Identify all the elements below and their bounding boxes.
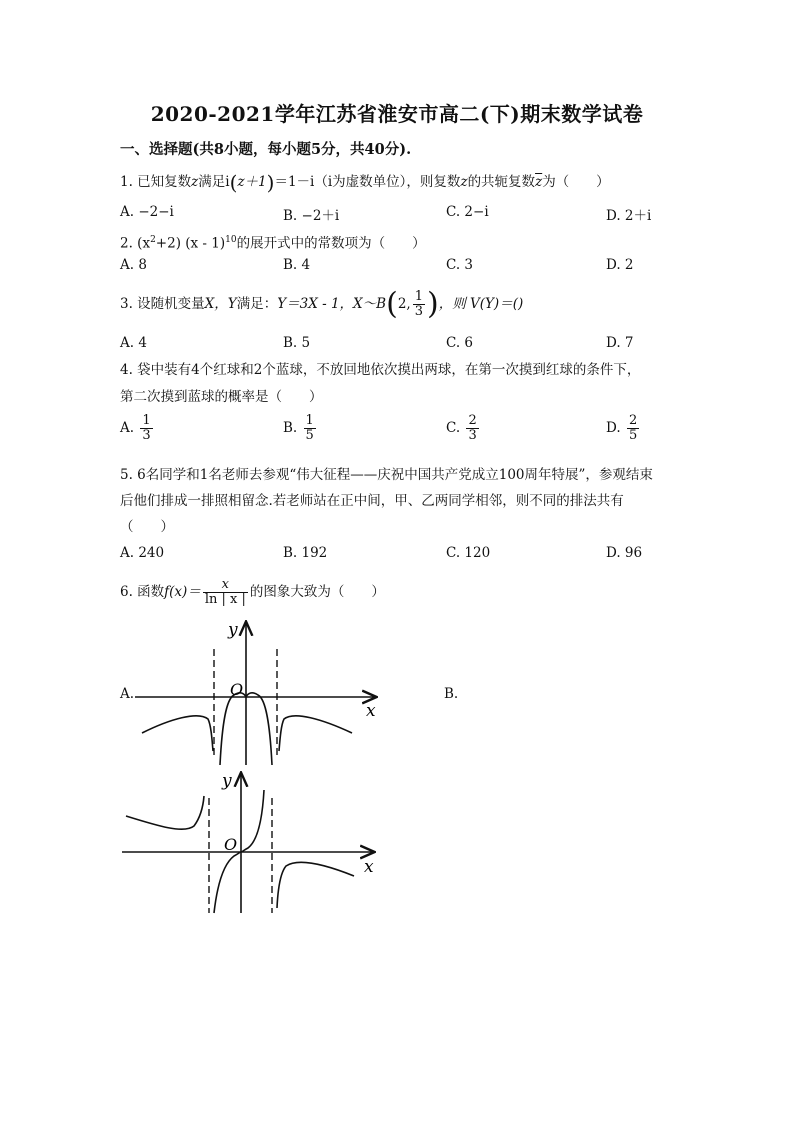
q5-option-a[interactable]: A. 240: [120, 545, 165, 561]
q3-option-b[interactable]: B. 5: [283, 335, 311, 351]
axis-y-label: y: [228, 620, 238, 640]
q3-binomial-n: 2,: [397, 296, 411, 312]
curve-right: [277, 862, 354, 908]
axis-x-label: x: [366, 701, 376, 721]
q3-text-mid: 满足：: [236, 296, 278, 312]
question-1: 1. 已知复数z满足i(z＋1)＝1－i（i为虚数单位），则复数z的共轭复数$\overline{z}$为（ ）: [120, 170, 610, 195]
q5-option-d[interactable]: D. 96: [606, 545, 643, 561]
q5-option-c[interactable]: C. 120: [446, 545, 491, 561]
q4-option-d[interactable]: D. $\frac{2}{5}$: [606, 413, 638, 443]
q2-sup-2: 10: [225, 235, 237, 245]
q2-option-b[interactable]: B. 4: [283, 257, 311, 273]
curve-right: [279, 716, 352, 751]
q2-text-pre: 2. (x: [120, 235, 151, 252]
q2-text-mid: +2) (x - 1): [155, 235, 226, 252]
q1-var-z2: z: [460, 174, 468, 190]
q4-option-b[interactable]: B. $\frac{1}{5}$: [283, 413, 314, 443]
question-3: 3. 设随机变量X，Y满足：Y＝3X - 1，X～B(2, $\frac{1}{3}$ )，则 V(Y)＝(): [120, 286, 524, 322]
q1-paren-content: z＋1: [237, 174, 267, 190]
q3-option-d[interactable]: D. 7: [606, 335, 634, 351]
q1-text-pre: 1. 已知复数: [120, 174, 192, 190]
q4-option-a[interactable]: A. $\frac{1}{3}$: [120, 413, 151, 443]
question-6: [120, 574, 385, 610]
q3-text-pre: 3. 设随机变量: [120, 296, 205, 312]
axis-y-label: y: [222, 771, 232, 791]
q4-option-c[interactable]: C. $\frac{2}{3}$: [446, 413, 477, 443]
q3-equation: Y＝3X - 1，X～B: [277, 296, 387, 312]
curve-left: [142, 716, 213, 751]
q1-option-c[interactable]: C. 2−i: [446, 204, 489, 220]
q6-graph-a[interactable]: [130, 615, 390, 770]
q6-graph-b[interactable]: [118, 768, 388, 916]
q1-option-a[interactable]: A. −2−i: [120, 204, 174, 220]
q1-text-mid1: 满足i: [198, 174, 230, 190]
origin-label: O: [230, 680, 244, 699]
q6-fraction: $\frac{x}{\ln | x |}$: [204, 577, 246, 607]
q6-option-b-label[interactable]: B.: [444, 686, 459, 702]
question-5-line-1: 5. 6名同学和1名老师去参观“伟大征程——庆祝中国共产党成立100周年特展”，参观结束: [120, 467, 653, 483]
q1-var-z: z: [191, 174, 199, 190]
q3-option-c[interactable]: C. 6: [446, 335, 474, 351]
page-title: 2020-2021学年江苏省淮安市高二(下)期末数学试卷: [150, 102, 644, 126]
q3-vars: X，Y: [204, 296, 237, 312]
q1-option-b[interactable]: B. −2＋i: [283, 208, 340, 224]
axis-x-label: x: [364, 857, 374, 877]
q2-sup-1: 2: [150, 235, 156, 245]
origin-label: O: [224, 835, 238, 854]
q1-text-end: 为（ ）: [542, 174, 610, 190]
q2-option-d[interactable]: D. 2: [606, 257, 634, 273]
question-5-line-2: 后他们排成一排照相留念.若老师站在正中间，甲、乙两同学相邻，则不同的排法共有: [120, 493, 624, 509]
q1-option-d[interactable]: D. 2＋i: [606, 208, 652, 224]
q3-fraction: $\frac{1}{3}$: [414, 289, 423, 319]
q6-option-a-label[interactable]: A.: [120, 686, 135, 702]
q2-option-a[interactable]: A. 8: [120, 257, 147, 273]
q2-option-c[interactable]: C. 3: [446, 257, 474, 273]
q1-text-mid3: 的共轭复数: [467, 174, 536, 190]
section-heading: 一、选择题(共8小题，每小题5分，共40分).: [120, 141, 412, 158]
q6-fx: f(x)＝: [164, 584, 201, 600]
q3-text-end: ，则 V(Y)＝(): [438, 296, 524, 312]
q5-option-b[interactable]: B. 192: [283, 545, 328, 561]
q2-text-end: 的展开式中的常数项为（ ）: [236, 235, 426, 252]
q6-text-pre: 6. 函数: [120, 584, 165, 600]
question-4-line-2: 第二次摸到蓝球的概率是（ ）: [120, 389, 323, 405]
q6-text-end: 的图象大致为（ ）: [249, 584, 385, 600]
question-2: [120, 230, 426, 254]
curve-left: [126, 796, 204, 829]
question-4-line-1: 4. 袋中装有4个红球和2个蓝球，不放回地依次摸出两球，在第一次摸到红球的条件下，: [120, 362, 641, 378]
question-5-line-3: （ ）: [120, 519, 174, 535]
q1-conjugate-z: $\overline{z}$: [535, 174, 543, 190]
q3-option-a[interactable]: A. 4: [120, 335, 147, 351]
q1-text-mid2: ＝1－i（i为虚数单位），则复数: [274, 174, 461, 190]
